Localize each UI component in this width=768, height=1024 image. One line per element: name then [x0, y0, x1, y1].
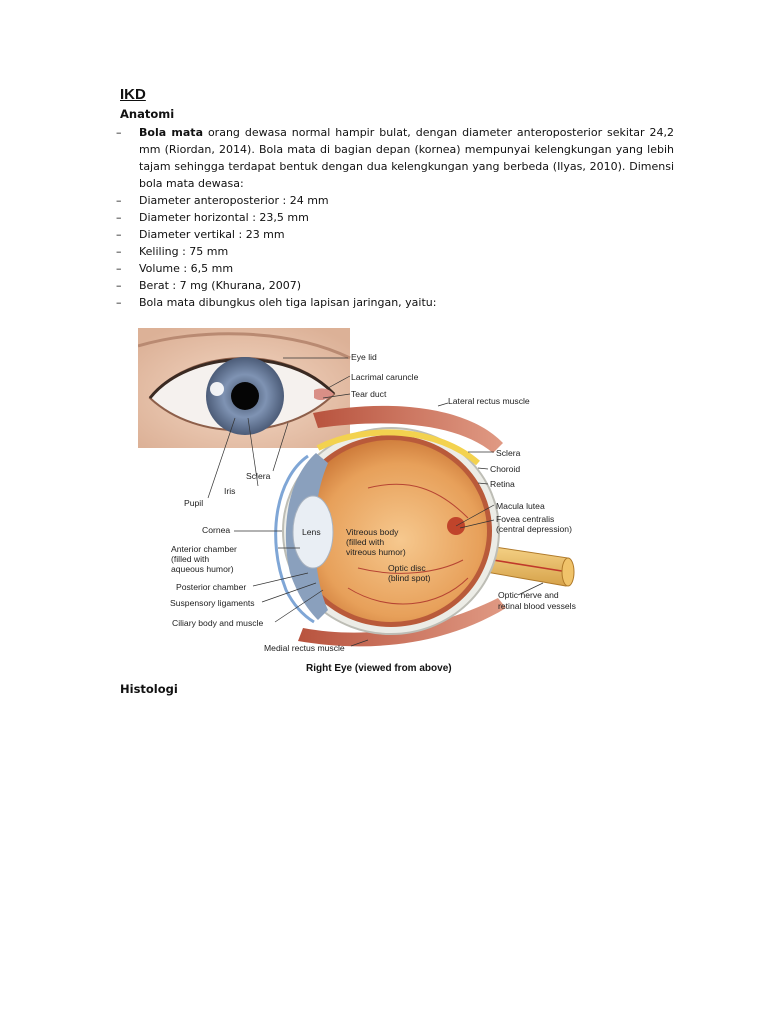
- bullet-dash: –: [116, 245, 122, 258]
- section-heading-histology: Histologi: [120, 682, 178, 696]
- label-fovea-1: Fovea centralis: [496, 514, 555, 524]
- pupil-shape: [231, 382, 259, 410]
- list-item: [116, 294, 674, 311]
- eye-diagram: [138, 328, 584, 678]
- label-suspensory-ligaments: Suspensory ligaments: [170, 598, 255, 608]
- label-medial-rectus: Medial rectus muscle: [264, 643, 345, 653]
- list-item: [116, 226, 674, 243]
- label-lens: Lens: [302, 527, 321, 537]
- label-pupil: Pupil: [184, 498, 204, 508]
- list-item: [116, 192, 674, 209]
- bullet-dash: –: [116, 126, 122, 139]
- label-optic-nerve-2: retinal blood vessels: [498, 601, 576, 611]
- label-optic-disc-2: (blind spot): [388, 573, 431, 583]
- label-lacrimal-caruncle: Lacrimal caruncle: [351, 372, 419, 382]
- label-optic-nerve-1: Optic nerve and: [498, 590, 559, 600]
- list-item-text: Volume : 6,5 mm: [139, 262, 234, 275]
- list-item-text: Diameter anteroposterior : 24 mm: [139, 194, 329, 207]
- figure-caption: Right Eye (viewed from above): [306, 663, 452, 674]
- label-anterior-chamber-1: Anterior chamber: [171, 544, 237, 554]
- bullet-dash: –: [116, 228, 122, 241]
- term-bold: Bola mata: [139, 126, 203, 139]
- label-optic-disc-1: Optic disc: [388, 563, 426, 573]
- anatomy-list: [116, 124, 674, 311]
- document-title: IKD: [120, 86, 146, 103]
- label-vitreous-3: vitreous humor): [346, 547, 406, 557]
- label-vitreous-1: Vitreous body: [346, 527, 399, 537]
- label-anterior-chamber-2: (filled with: [171, 554, 210, 564]
- label-vitreous-2: (filled with: [346, 537, 385, 547]
- label-fovea-2: (central depression): [496, 524, 572, 534]
- label-posterior-chamber: Posterior chamber: [176, 582, 247, 592]
- label-iris: Iris: [224, 486, 236, 496]
- bullet-dash: –: [116, 296, 122, 309]
- label-lateral-rectus: Lateral rectus muscle: [448, 396, 530, 406]
- label-eye-lid: Eye lid: [351, 352, 377, 362]
- list-item: [116, 243, 674, 260]
- list-item: [116, 209, 674, 226]
- intro-text: orang dewasa normal hampir bulat, dengan diameter anteroposterior sekitar 24,2 mm (Riordan, 2014). Bola mata di bagian depan (kornea) mempunyai kelengkungan yang lebih tajam sehingga terdapat bentuk dengan dua kelengkungan yang berbeda (Ilyas, 2010). Dimensi bola mata dewasa:: [139, 126, 675, 190]
- label-cornea: Cornea: [202, 525, 231, 535]
- bullet-dash: –: [116, 279, 122, 292]
- list-item: [116, 124, 674, 192]
- label-choroid: Choroid: [490, 464, 521, 474]
- list-item-text: Keliling : 75 mm: [139, 245, 229, 258]
- bullet-dash: –: [116, 262, 122, 275]
- eye-anatomy-figure: [138, 328, 584, 678]
- list-item-text: Berat : 7 mg (Khurana, 2007): [139, 279, 301, 292]
- list-item: [116, 260, 674, 277]
- label-sclera-right: Sclera: [496, 448, 521, 458]
- label-ciliary-body: Ciliary body and muscle: [172, 618, 264, 628]
- label-macula: Macula lutea: [496, 501, 545, 511]
- label-anterior-chamber-3: aqueous humor): [171, 564, 234, 574]
- label-tear-duct: Tear duct: [351, 389, 387, 399]
- bullet-dash: –: [116, 194, 122, 207]
- section-heading-anatomy: Anatomi: [120, 107, 175, 121]
- label-retina: Retina: [490, 479, 515, 489]
- bullet-dash: –: [116, 211, 122, 224]
- external-eye-photo: [138, 328, 350, 448]
- list-item-text: Diameter horizontal : 23,5 mm: [139, 211, 309, 224]
- list-item-text: Diameter vertikal : 23 mm: [139, 228, 285, 241]
- label-sclera-left: Sclera: [246, 471, 271, 481]
- list-item: [116, 277, 674, 294]
- list-item-text: Bola mata dibungkus oleh tiga lapisan jaringan, yaitu:: [139, 296, 437, 309]
